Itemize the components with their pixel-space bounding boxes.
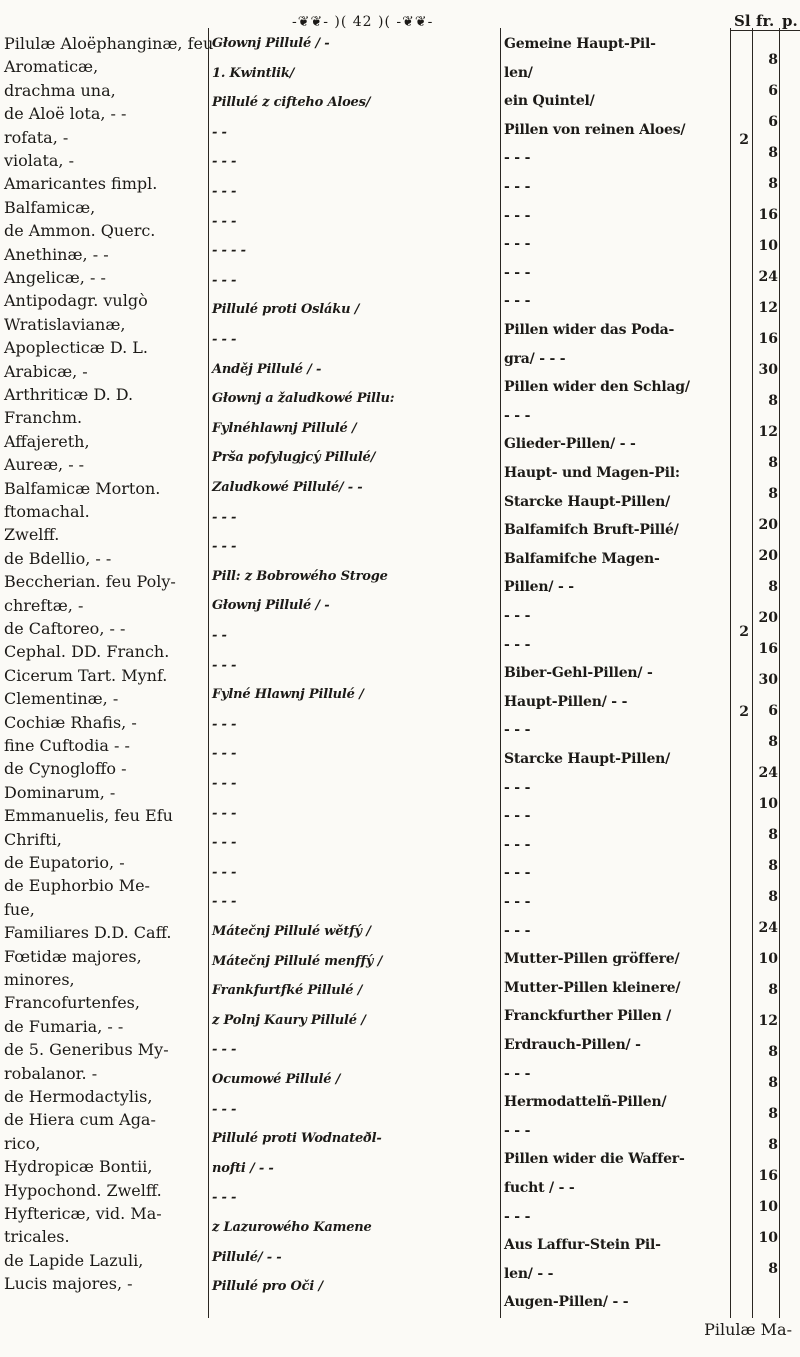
latin-line: Cochiæ Rhafis, - bbox=[4, 712, 137, 732]
german-line: - - - bbox=[504, 1122, 531, 1139]
price-fr-value: 8 bbox=[768, 176, 778, 192]
polish-line: - - - bbox=[212, 213, 237, 229]
latin-line: rico, bbox=[4, 1133, 41, 1153]
polish-line: - - - bbox=[212, 835, 237, 851]
german-line: Erdrauch-Pillen/ - bbox=[504, 1037, 641, 1053]
polish-line: Anděj Pillulé / - bbox=[212, 361, 322, 377]
latin-line: fine Cuftodia - - bbox=[4, 736, 130, 755]
latin-line: Fœtidæ majores, bbox=[4, 946, 142, 966]
column-head-fr: fr. bbox=[756, 12, 775, 30]
price-fr-value: 6 bbox=[768, 83, 778, 99]
polish-line: Pillulé/ - - bbox=[212, 1249, 282, 1265]
german-line: Starcke Haupt-Pillen/ bbox=[504, 493, 671, 510]
latin-line: chreftæ, - bbox=[4, 595, 84, 615]
german-line: fucht / - - bbox=[504, 1180, 575, 1196]
rule-german-sl bbox=[730, 28, 731, 1318]
latin-line: Pilulæ Aloëphanginæ, feu bbox=[4, 34, 214, 53]
latin-line: Antipodagr. vulgò bbox=[4, 291, 148, 311]
price-fr-value: 16 bbox=[758, 1168, 778, 1184]
german-line: - - - bbox=[504, 894, 531, 910]
polish-line: Pillulé proti Wodnateðl- bbox=[212, 1131, 382, 1147]
polish-line: - - - bbox=[212, 864, 237, 880]
latin-line: Angelicæ, - - bbox=[4, 268, 106, 287]
price-fr-value: 8 bbox=[768, 1106, 778, 1122]
polish-line: - - - bbox=[212, 805, 237, 821]
latin-line: Beccherian. feu Poly- bbox=[4, 572, 176, 592]
german-line: - - - bbox=[504, 922, 531, 939]
german-line: - - - bbox=[504, 722, 531, 739]
german-line: Glieder-Pillen/ - - bbox=[504, 436, 636, 453]
latin-line: Balfamicæ, bbox=[4, 197, 96, 217]
german-line: - - - bbox=[504, 865, 531, 882]
polish-line: Fylnéhlawnj Pillulé / bbox=[212, 420, 357, 436]
latin-line: Hydropicæ Bontii, bbox=[4, 1157, 153, 1177]
polish-line: - - - bbox=[212, 1042, 237, 1058]
polish-line: - - - bbox=[212, 539, 237, 555]
german-line: gra/ - - - bbox=[504, 350, 566, 367]
latin-line: Balfamicæ Morton. bbox=[4, 478, 161, 498]
price-fr-value: 8 bbox=[768, 145, 778, 161]
price-fr-value: 16 bbox=[758, 641, 778, 657]
latin-line: Arabicæ, - bbox=[4, 361, 88, 381]
page-number: -❦❦- )( 42 )( -❦❦- bbox=[292, 14, 434, 30]
price-fr-value: 24 bbox=[758, 765, 778, 781]
german-line: - - - bbox=[504, 1065, 531, 1082]
latin-line: Anethinæ, - - bbox=[4, 244, 109, 264]
german-line: Pillen wider die Waffer- bbox=[504, 1151, 685, 1168]
german-line: - - - bbox=[504, 608, 531, 624]
price-fr-value: 8 bbox=[768, 1044, 778, 1060]
price-fr-value: 24 bbox=[758, 920, 778, 936]
price-fr-value: 8 bbox=[768, 455, 778, 471]
latin-line: Aromaticæ, bbox=[4, 57, 99, 77]
german-line: Hermodattelñ-Pillen/ bbox=[504, 1094, 667, 1111]
price-fr-value: 20 bbox=[758, 548, 778, 564]
price-fr-value: 30 bbox=[758, 672, 778, 688]
rule-fr-p bbox=[779, 28, 780, 1318]
price-fr-value: 8 bbox=[768, 52, 778, 68]
latin-line: Affajereth, bbox=[4, 431, 90, 451]
price-sl-value: 2 bbox=[739, 132, 749, 148]
latin-line: Wratislavianæ, bbox=[4, 314, 126, 334]
latin-line: Zwelff. bbox=[4, 525, 60, 545]
latin-line: Francofurtenfes, bbox=[4, 993, 140, 1013]
german-line: Augen-Pillen/ - - bbox=[504, 1294, 629, 1311]
price-fr-value: 8 bbox=[768, 579, 778, 595]
polish-line: Ocumowé Pillulé / bbox=[212, 1072, 341, 1087]
german-line: Pillen wider den Schlag/ bbox=[504, 379, 690, 396]
german-line: - - - bbox=[504, 779, 531, 796]
latin-line: Dominarum, - bbox=[4, 782, 116, 802]
column-head-p: p. bbox=[782, 12, 798, 30]
german-line: Starcke Haupt-Pillen/ bbox=[504, 751, 671, 767]
latin-line: Lucis majores, - bbox=[4, 1274, 133, 1294]
price-fr-value: 8 bbox=[768, 827, 778, 843]
latin-line: violata, - bbox=[4, 151, 74, 170]
polish-line: - - - bbox=[212, 657, 237, 673]
price-fr-value: 10 bbox=[758, 796, 778, 812]
polish-line: - - - - bbox=[212, 243, 246, 259]
latin-line: de Euphorbio Me- bbox=[4, 876, 150, 896]
rule-latin-polish bbox=[208, 28, 209, 1318]
german-line: - - - bbox=[504, 836, 531, 853]
polish-line: 1. Kwintlik/ bbox=[212, 65, 295, 81]
price-sl-value: 2 bbox=[739, 624, 749, 640]
latin-line: Aureæ, - - bbox=[4, 455, 85, 475]
polish-line: Pillulé proti Osláku / bbox=[212, 302, 360, 318]
german-line: Haupt- und Magen-Pil: bbox=[504, 465, 680, 481]
german-line: Pillen von reinen Aloes/ bbox=[504, 121, 686, 138]
rule-header bbox=[730, 30, 800, 31]
price-fr-value: 6 bbox=[768, 703, 778, 719]
polish-line: Mátečnj Pillulé menffý / bbox=[212, 953, 383, 969]
price-fr-value: 8 bbox=[768, 982, 778, 998]
german-line: - - - bbox=[504, 264, 531, 281]
polish-line: - - - bbox=[212, 154, 237, 170]
latin-line: de 5. Generibus My- bbox=[4, 1040, 169, 1060]
latin-line: de Ammon. Querc. bbox=[4, 221, 156, 241]
price-fr-value: 12 bbox=[758, 424, 778, 440]
german-line: Mutter-Pillen gröffere/ bbox=[504, 951, 680, 968]
polish-line: Frankfurtfké Pillulé / bbox=[212, 983, 363, 999]
latin-line: Chrifti, bbox=[4, 829, 62, 849]
price-fr-value: 10 bbox=[758, 1230, 778, 1246]
latin-line: de Caftoreo, - - bbox=[4, 619, 126, 638]
german-line: Balfamifche Magen- bbox=[504, 550, 660, 567]
german-line: Pillen/ - - bbox=[504, 579, 574, 596]
german-line: - - - bbox=[504, 236, 531, 253]
polish-line: nofti / - - bbox=[212, 1160, 274, 1176]
latin-line: Cicerum Tart. Mynf. bbox=[4, 665, 168, 685]
polish-line: - - - bbox=[212, 332, 237, 347]
latin-line: de Cynogloffo - bbox=[4, 759, 127, 779]
polish-line: Pill: z Bobrowého Stroge bbox=[212, 568, 388, 584]
german-line: - - - bbox=[504, 808, 531, 825]
polish-line: z Polnj Kaury Pillulé / bbox=[212, 1012, 366, 1028]
latin-line: drachma una, bbox=[4, 80, 116, 100]
polish-line: - - bbox=[212, 628, 227, 643]
latin-line: robalanor. - bbox=[4, 1063, 98, 1083]
polish-line: Prša pofylugjcý Pillulé/ bbox=[212, 450, 376, 466]
polish-line: Pillulé pro Oči / bbox=[212, 1279, 323, 1295]
price-fr-value: 10 bbox=[758, 238, 778, 254]
price-fr-value: 8 bbox=[768, 734, 778, 750]
latin-line: de Fumaria, - - bbox=[4, 1016, 124, 1036]
polish-line: - - - bbox=[212, 716, 237, 732]
price-fr-value: 12 bbox=[758, 300, 778, 316]
catchword: Pilulæ Ma- bbox=[704, 1320, 792, 1339]
polish-line: Pillulé z cifteho Aloes/ bbox=[212, 95, 371, 111]
polish-line: - - - bbox=[212, 1190, 237, 1206]
price-fr-value: 6 bbox=[768, 114, 778, 130]
german-line: Gemeine Haupt-Pil- bbox=[504, 36, 656, 52]
latin-line: Hypochond. Zwelff. bbox=[4, 1180, 162, 1200]
polish-line: - - bbox=[212, 124, 227, 140]
german-line: Franckfurther Pillen / bbox=[504, 1008, 672, 1025]
german-line: - - - bbox=[504, 293, 531, 310]
price-fr-value: 10 bbox=[758, 951, 778, 967]
latin-line: de Lapide Lazuli, bbox=[4, 1250, 144, 1270]
german-line: - - - bbox=[504, 1208, 531, 1225]
polish-line: - - - bbox=[212, 184, 237, 199]
price-sl-value: 2 bbox=[739, 704, 749, 720]
price-fr-value: 16 bbox=[758, 331, 778, 347]
german-line: Pillen wider das Poda- bbox=[504, 322, 675, 338]
price-fr-value: 16 bbox=[758, 207, 778, 223]
latin-line: Emmanuelis, feu Efu bbox=[4, 806, 173, 826]
latin-line: de Hiera cum Aga- bbox=[4, 1110, 156, 1130]
latin-line: de Hermodactylis, bbox=[4, 1087, 153, 1106]
polish-line: Głownj Pillulé / - bbox=[212, 36, 330, 51]
german-line: - - - bbox=[504, 207, 531, 224]
german-line: Haupt-Pillen/ - - bbox=[504, 693, 628, 710]
polish-line: - - - bbox=[212, 894, 237, 910]
column-head-sl: Sl bbox=[734, 12, 751, 30]
german-line: len/ bbox=[504, 64, 533, 81]
polish-line: - - - bbox=[212, 272, 237, 288]
latin-line: Clementinæ, - bbox=[4, 689, 119, 709]
german-line: Mutter-Pillen kleinere/ bbox=[504, 979, 681, 996]
latin-line: Apoplecticæ D. L. bbox=[4, 338, 148, 358]
price-fr-value: 8 bbox=[768, 1261, 778, 1277]
price-fr-value: 8 bbox=[768, 1137, 778, 1153]
german-line: - - - bbox=[504, 636, 531, 653]
latin-line: de Eupatorio, - bbox=[4, 853, 125, 872]
latin-line: Franchm. bbox=[4, 408, 83, 428]
latin-line: ftomachal. bbox=[4, 502, 90, 521]
polish-line: - - - bbox=[212, 1101, 237, 1117]
german-line: len/ - - bbox=[504, 1265, 554, 1282]
german-line: - - - bbox=[504, 407, 531, 424]
price-fr-value: 20 bbox=[758, 610, 778, 626]
german-line: - - - bbox=[504, 150, 531, 167]
german-line: Biber-Gehl-Pillen/ - bbox=[504, 665, 653, 682]
polish-line: Fylné Hlawnj Pillulé / bbox=[212, 687, 364, 703]
latin-line: Arthriticæ D. D. bbox=[4, 385, 134, 404]
latin-line: Familiares D.D. Caff. bbox=[4, 923, 172, 943]
price-fr-value: 8 bbox=[768, 1075, 778, 1091]
polish-line: Głownj a žaludkowé Pillu: bbox=[212, 391, 395, 407]
latin-line: Amaricantes fimpl. bbox=[4, 174, 158, 194]
price-fr-value: 8 bbox=[768, 889, 778, 905]
polish-line: - - - bbox=[212, 509, 237, 525]
german-line: Aus Laffur-Stein Pil- bbox=[504, 1237, 661, 1254]
price-fr-value: 12 bbox=[758, 1013, 778, 1029]
rule-polish-german bbox=[500, 28, 501, 1318]
latin-line: tricales. bbox=[4, 1227, 70, 1247]
polish-line: - - - bbox=[212, 776, 237, 791]
page-header bbox=[0, 8, 800, 30]
polish-line: Głownj Pillulé / - bbox=[212, 598, 330, 614]
price-fr-value: 8 bbox=[768, 393, 778, 409]
price-fr-value: 10 bbox=[758, 1199, 778, 1215]
price-fr-value: 24 bbox=[758, 269, 778, 285]
price-fr-value: 8 bbox=[768, 486, 778, 502]
polish-line: - - - bbox=[212, 746, 237, 762]
latin-line: de Bdellio, - - bbox=[4, 548, 112, 568]
latin-line: fue, bbox=[4, 899, 35, 919]
latin-line: de Aloë lota, - - bbox=[4, 104, 127, 124]
price-fr-value: 20 bbox=[758, 517, 778, 533]
polish-line: Mátečnj Pillulé wětfý / bbox=[212, 924, 371, 939]
latin-line: rofata, - bbox=[4, 127, 69, 147]
latin-line: Cephal. DD. Franch. bbox=[4, 642, 170, 662]
latin-line: Hyftericæ, vid. Ma- bbox=[4, 1204, 162, 1223]
polish-line: Zaludkowé Pillulé/ - - bbox=[212, 480, 363, 495]
latin-line: minores, bbox=[4, 970, 75, 989]
price-fr-value: 8 bbox=[768, 858, 778, 874]
polish-line: z Lazurowého Kamene bbox=[212, 1220, 372, 1235]
german-line: - - - bbox=[504, 179, 531, 195]
german-line: Balfamifch Bruft-Pillé/ bbox=[504, 522, 679, 539]
price-fr-value: 30 bbox=[758, 362, 778, 378]
german-line: ein Quintel/ bbox=[504, 93, 595, 110]
